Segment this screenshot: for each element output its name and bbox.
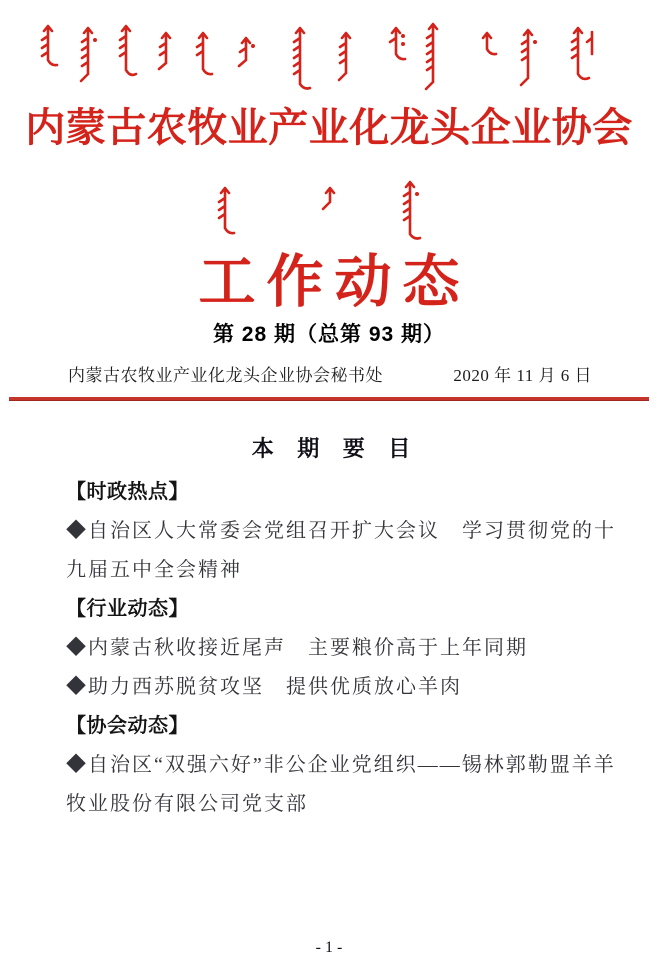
toc-title: 本 期 要 目 [251,436,420,461]
toc-item: ◆自治区“双强六好”非公企业党组织——锡林郭勒盟羊羊 [66,754,616,776]
toc-section-heading-association: 【协会动态】 [66,715,189,737]
page-number: - 1 - [315,939,343,956]
toc-section-heading-industry: 【行业动态】 [66,598,189,620]
bulletin-title: 工作动态 [198,251,471,314]
toc-item: ◆内蒙古秋收接近尾声 主要粮价高于上年同期 [66,637,528,659]
publisher-name: 内蒙古农牧业产业化龙头企业协会秘书处 [68,366,383,385]
toc-item: ◆自治区人大常委会党组召开扩大会议 学习贯彻党的十 [66,520,616,542]
toc-item: ◆助力西苏脱贫攻坚 提供优质放心羊肉 [66,676,462,698]
association-name-title: 内蒙古农牧业产业化龙头企业协会 [25,105,633,150]
issue-number: 第 28 期（总第 93 期） [212,323,446,346]
toc-item-continuation: 九届五中全会精神 [66,559,242,581]
publish-date: 2020 年 11 月 6 日 [453,366,592,385]
publisher-line [68,361,592,386]
mongolian-script-subtitle-icon [0,180,658,242]
red-divider-rule [9,397,649,401]
table-of-contents [66,432,616,824]
toc-section-heading-politics: 【时政热点】 [66,481,189,503]
mongolian-script-top-icon [0,0,658,100]
toc-item-continuation: 牧业股份有限公司党支部 [66,793,308,815]
